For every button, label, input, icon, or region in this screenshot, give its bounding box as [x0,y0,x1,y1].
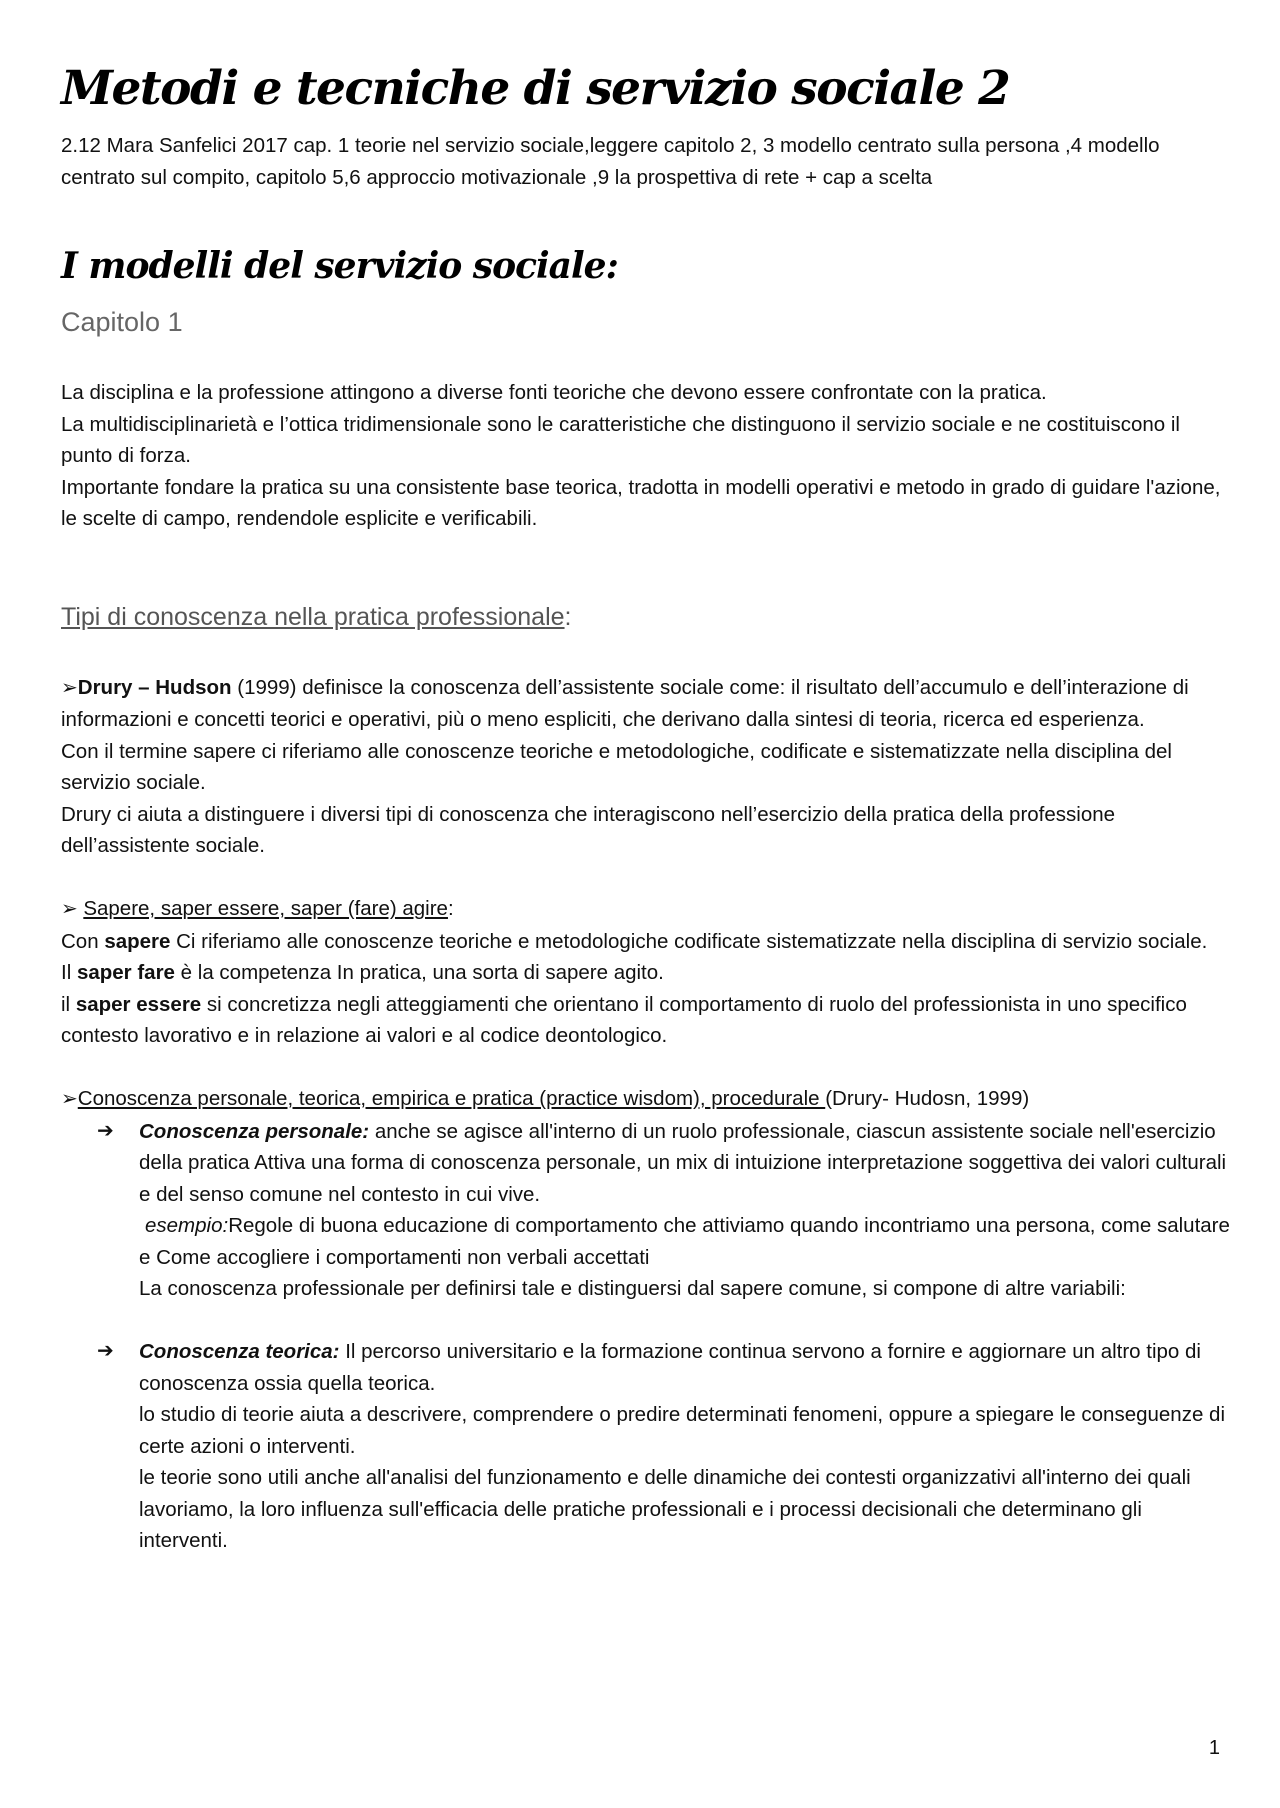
list-item [97,1116,1231,1337]
knowledge-heading-colon: : [564,602,572,631]
chapter-paragraph: La disciplina e la professione attingono a diverse fonti teoriche che devono essere confrontate con la pratica. [61,381,1047,404]
types-section [61,1083,1231,1557]
theoretical-term: Conoscenza teorica: [139,1340,340,1363]
saper-fare-text: è la competenza In pratica, una sorta di sapere agito. [174,961,664,984]
arrow-bullet-icon: ➢ [61,1088,78,1110]
sapere-heading [61,893,1231,926]
sapere-heading-text: Sapere, saper essere, saper (fare) agire [83,897,448,920]
sapere-line-prefix: Con [61,929,105,953]
chapter-text [61,377,1231,535]
sapere-heading-colon: : [447,897,454,920]
section-heading: I modelli del servizio sociale: [61,245,618,287]
theoretical-line: le teorie sono utili anche all'analisi del funzionamento e delle dinamiche dei contesti organizzativi all'interno dei quali lavoriamo, la loro influenza sull'efficacia delle pratiche professionali e i processi decisionali che determinano gli interventi. [139,1466,1191,1552]
sapere-line-text: Ci riferiamo alle conoscenze teoriche e metodologiche codificate sistematizzate nella disciplina di servizio sociale. [170,929,1208,953]
sapere-term: sapere [104,929,171,953]
saper-essere-text: si concretizza negli atteggiamenti che orientano il comportamento di ruolo del professionista in uno specifico contesto lavorativo e in relazione ai valori e al codice deontologico. [61,992,1187,1047]
spacer [139,1305,1231,1337]
personal-text: anche se agisce all'interno di un ruolo professionale, ciascun assistente sociale nell'esercizio della pratica Attiva una forma di conoscenza personale, un mix di intuizione interpretazione soggettiva dei valori culturali e del senso comune nel contesto in cui vive. [139,1119,1227,1206]
types-heading [61,1083,1231,1116]
chapter-heading: Capitolo 1 [61,307,183,337]
saper-fare-term: saper fare [76,961,175,984]
chapter-paragraph: La multidisciplinarietà e l’ottica tridimensionale sono le caratteristiche che distinguono il servizio sociale e ne costituiscono il punto di forza. [61,412,1180,467]
knowledge-heading-text: Tipi di conoscenza nella pratica professionale [61,602,565,631]
saper-essere-line [61,989,1231,1052]
arrow-bullet-icon: ➢ [61,676,78,699]
types-heading-text: Conoscenza personale, teorica, empirica e pratica (practice wisdom), procedurale [77,1087,826,1110]
example-text: Regole di buona educazione di comportamento che attiviamo quando incontriamo una persona, come salutare e Come accogliere i comportamenti non verbali accettati [139,1214,1230,1269]
theoretical-line: lo studio di teorie aiuta a descrivere, comprendere o predire determinati fenomeni, oppure a spiegare le conseguenze di certe azioni o interventi. [139,1403,1226,1458]
document-title: Metodi e tecniche di servizio sociale 2 [61,61,1010,116]
chapter-paragraph: Importante fondare la pratica su una consistente base teorica, tradotta in modelli operativi e metodo in grado di guidare l'azione, le scelte di campo, rendendole esplicite e verificabili. [61,475,1221,530]
intro-paragraph: 2.12 Mara Sanfelici 2017 cap. 1 teorie nel servizio sociale,leggere capitolo 2, 3 modello centrato sulla persona ,4 modello centrato sul compito, capitolo 5,6 approccio motivazionale ,9 la prospettiva di rete + cap a scelta [61,134,1160,189]
drury-definition [61,672,1231,736]
drury-section [61,672,1231,862]
personal-note: La conoscenza professionale per definirsi tale e distinguersi dal sapere comune, si compone di altre variabili: [139,1277,1126,1300]
drury-line: Drury ci aiuta a distinguere i diversi tipi di conoscenza che interagiscono nell’esercizio della pratica della professione dell’assistente sociale. [61,802,1116,857]
types-citation: (Drury- Hudosn, 1999) [825,1087,1030,1110]
saper-fare-line [61,957,1231,989]
drury-line: Con il termine sapere ci riferiamo alle conoscenze teoriche e metodologiche, codificate e sistematizzate nella disciplina del servizio sociale. [61,739,1172,794]
drury-author: Drury – Hudson [77,675,232,699]
example-label: esempio: [145,1214,229,1237]
theoretical-text: Il percorso universitario e la formazione continua servono a fornire e aggiornare un altro tipo di conoscenza ossia quella teorica. [139,1340,1201,1395]
right-arrow-icon: ➔ [97,1340,114,1362]
document-page [61,58,1231,1557]
saper-essere-term: saper essere [75,992,202,1016]
arrow-bullet-icon: ➢ [61,898,84,920]
right-arrow-icon: ➔ [97,1119,114,1142]
saper-essere-prefix: il [61,992,76,1016]
personal-example [139,1210,1231,1273]
types-list [61,1116,1231,1557]
personal-term: Conoscenza personale: [139,1119,370,1143]
knowledge-heading [61,598,1231,636]
list-item [97,1336,1231,1557]
page-number: 1 [1208,1737,1220,1759]
drury-text: (1999) definisce la conoscenza dell’assistente sociale come: il risultato dell’accumulo e dell’interazione di informazioni e concetti teorici e operativi, più o meno espliciti, che derivano dalla sintesi di teoria, ricerca ed esperienza. [61,675,1189,731]
sapere-line [61,926,1231,958]
sapere-section [61,893,1231,1052]
saper-fare-prefix: Il [61,961,77,984]
